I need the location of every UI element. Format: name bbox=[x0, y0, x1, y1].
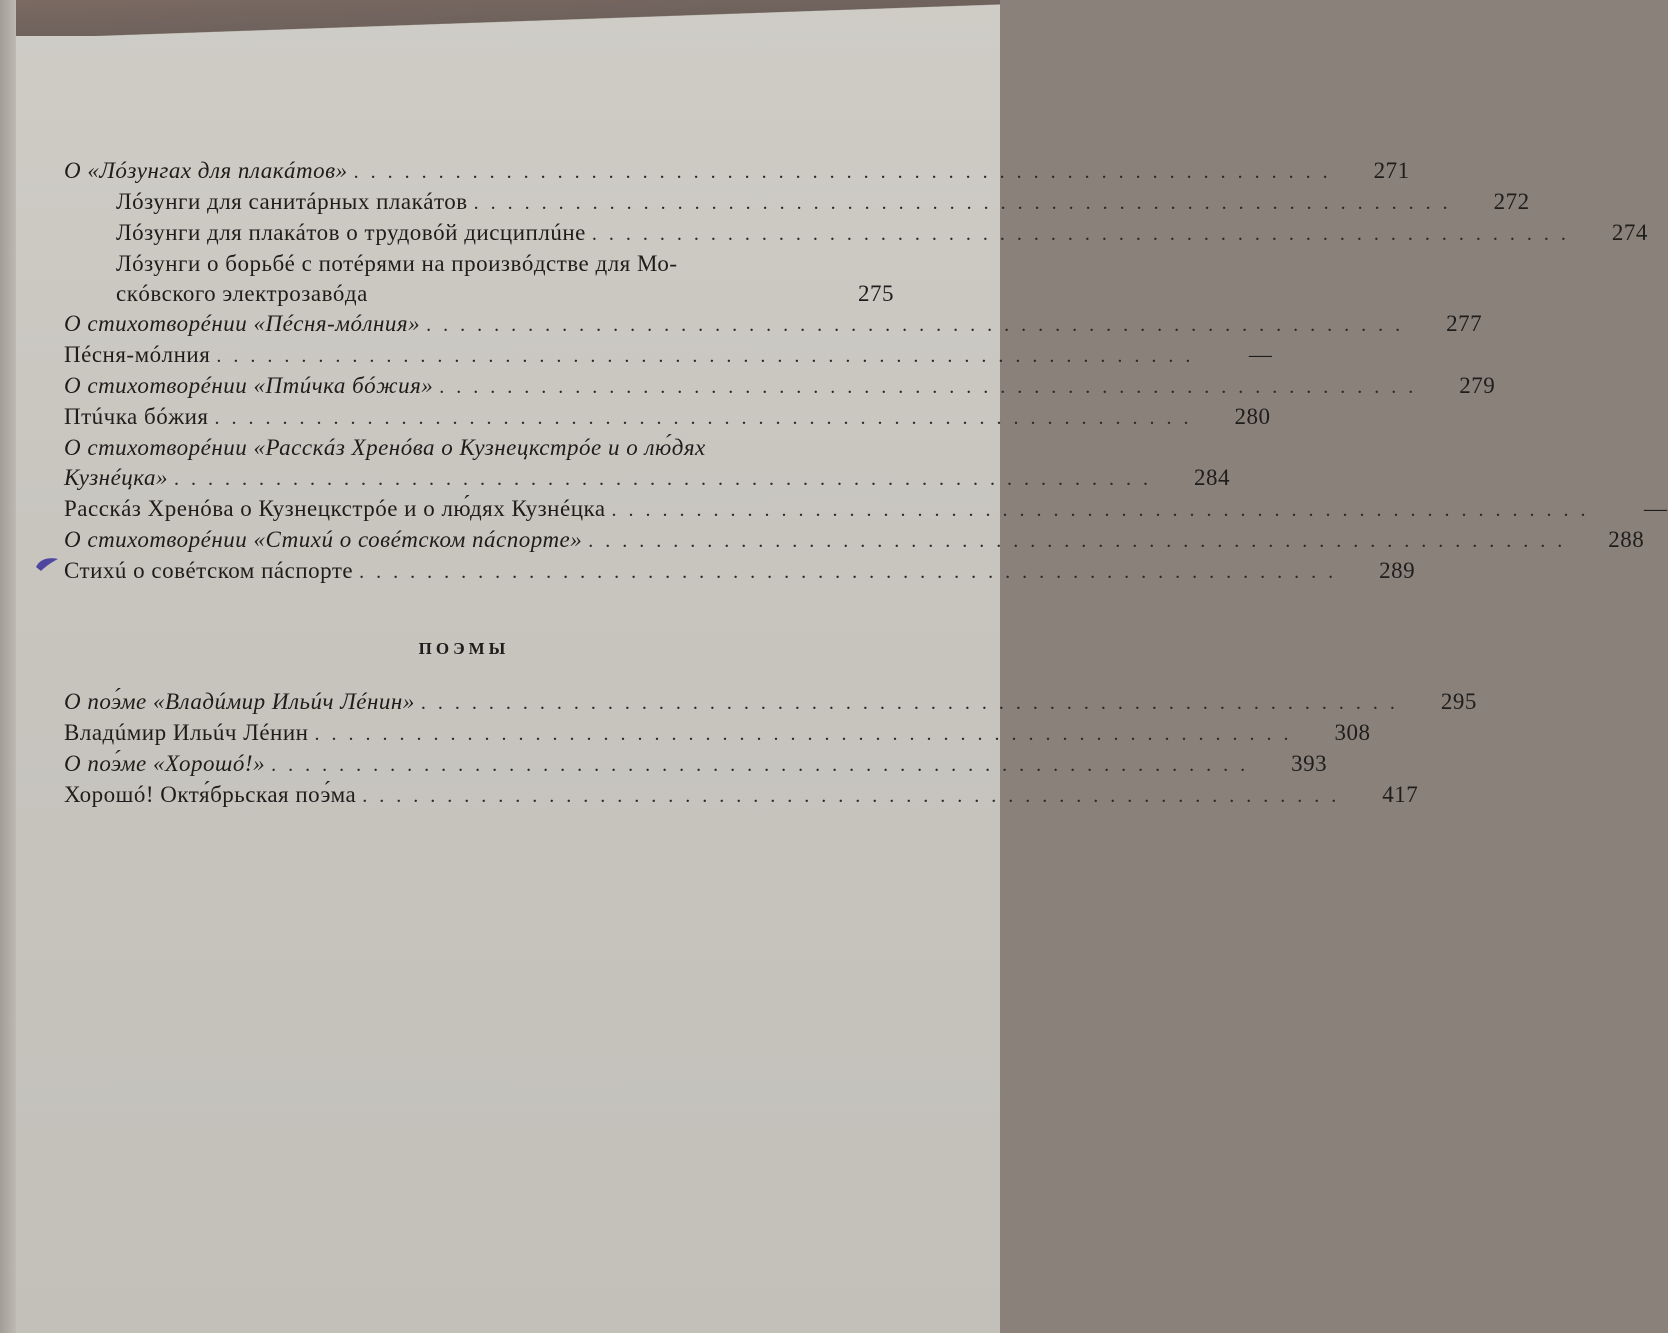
page-number: 393 bbox=[1291, 751, 1328, 776]
page-number: 295 bbox=[1440, 689, 1477, 714]
page-number: 308 bbox=[1334, 720, 1371, 745]
binding-edge bbox=[0, 0, 16, 1333]
toc-entry bbox=[64, 402, 1271, 433]
entry-title: Лóзунги для плакáтов о трудовóй дисциплúне bbox=[116, 220, 586, 245]
toc-entry bbox=[64, 556, 1416, 587]
toc-entry bbox=[64, 525, 1645, 556]
page-number: 271 bbox=[1373, 158, 1410, 183]
dot-leader: .......................................................... bbox=[271, 754, 1258, 776]
dot-leader: .......................................................... bbox=[611, 499, 1598, 521]
entry-title: О «Лóзунгах для плакáтов» bbox=[64, 158, 348, 183]
dot-leader: .......................................................... bbox=[173, 468, 1160, 490]
entry-title: О стихотворéнии «Пéсня-мóлния» bbox=[64, 311, 421, 336]
table-of-contents bbox=[64, 156, 1668, 811]
page-number: 279 bbox=[1459, 373, 1496, 398]
toc-entry bbox=[64, 494, 1668, 525]
page-number: 275 bbox=[858, 281, 894, 306]
toc-entry bbox=[64, 687, 1477, 718]
toc-entry bbox=[64, 340, 1273, 371]
dot-leader: .......................................................... bbox=[426, 314, 1413, 336]
page-number: 284 bbox=[1193, 465, 1230, 490]
dot-leader: .......................................................... bbox=[362, 785, 1349, 807]
entry-title: О стихотворéнии «Стихú о совéтском пáспорте» bbox=[64, 527, 583, 552]
page-number: — bbox=[1644, 496, 1668, 521]
toc-entry bbox=[64, 309, 1483, 340]
dot-leader: .......................................................... bbox=[214, 407, 1201, 429]
toc-entry bbox=[64, 156, 1410, 187]
page-number: 274 bbox=[1611, 220, 1648, 245]
dot-leader: .......................................................... bbox=[591, 223, 1578, 245]
toc-entry bbox=[64, 371, 1496, 402]
page-number: 280 bbox=[1234, 404, 1271, 429]
dot-leader: .......................................................... bbox=[439, 376, 1426, 398]
entry-title: Лóзунги для санитáрных плакáтов bbox=[116, 189, 468, 214]
dot-leader: .......................................................... bbox=[216, 345, 1203, 367]
page-number: 272 bbox=[1493, 189, 1530, 214]
ink-mark-icon bbox=[34, 553, 60, 573]
page-number: — bbox=[1248, 342, 1273, 367]
toc-entry bbox=[64, 780, 1419, 811]
page-number: 288 bbox=[1608, 527, 1645, 552]
entry-title: Птúчка бóжия bbox=[64, 404, 209, 429]
entry-title: Стихú о совéтском пáспорте bbox=[64, 558, 354, 583]
entry-title: О поэ́ме «Хорошó!» bbox=[64, 751, 266, 776]
page-number: 289 bbox=[1379, 558, 1416, 583]
dot-leader: .......................................................... bbox=[314, 723, 1301, 745]
toc-entry bbox=[64, 718, 1371, 749]
entry-title-line1: О стихотворéнии «Расскáз Хренóва о Кузнецкстрóе и о лю́дях bbox=[64, 435, 706, 460]
dot-leader: .......................................................... bbox=[420, 692, 1407, 714]
toc-entry bbox=[64, 218, 1648, 249]
book-cover-edge bbox=[0, 0, 1000, 36]
entry-title: О стихотворéнии «Птúчка бóжия» bbox=[64, 373, 434, 398]
page-number: 417 bbox=[1382, 782, 1419, 807]
dot-leader: .......................................................... bbox=[359, 561, 1346, 583]
toc-entry bbox=[64, 249, 894, 309]
entry-title: Расскáз Хренóва о Кузнецкстрóе и о лю́дях Кузнéцка bbox=[64, 496, 606, 521]
entry-title: Владúмир Ильúч Лéнин bbox=[64, 720, 309, 745]
entry-title-line2: скóвского электрозавóда bbox=[116, 281, 368, 306]
toc-entry bbox=[64, 749, 1328, 780]
dot-leader: .......................................................... bbox=[353, 161, 1340, 183]
entry-title: Хорошó! Октя́брьская поэ́ма bbox=[64, 782, 357, 807]
dot-leader: .......................................................... bbox=[473, 192, 1460, 214]
entry-title: О поэ́ме «Владúмир Ильúч Лéнин» bbox=[64, 689, 415, 714]
entry-title-line1: Лóзунги о борьбé с потéрями на произвóдстве для Мо- bbox=[116, 251, 678, 276]
entry-title: Пéсня-мóлния bbox=[64, 342, 211, 367]
toc-entry bbox=[64, 187, 1530, 218]
toc-entry bbox=[64, 433, 1230, 494]
page-number: 277 bbox=[1446, 311, 1483, 336]
section-heading: ПОЭМЫ bbox=[418, 639, 510, 658]
dot-leader: .......................................................... bbox=[588, 530, 1575, 552]
entry-title-line2: Кузнéцка» bbox=[64, 465, 168, 490]
